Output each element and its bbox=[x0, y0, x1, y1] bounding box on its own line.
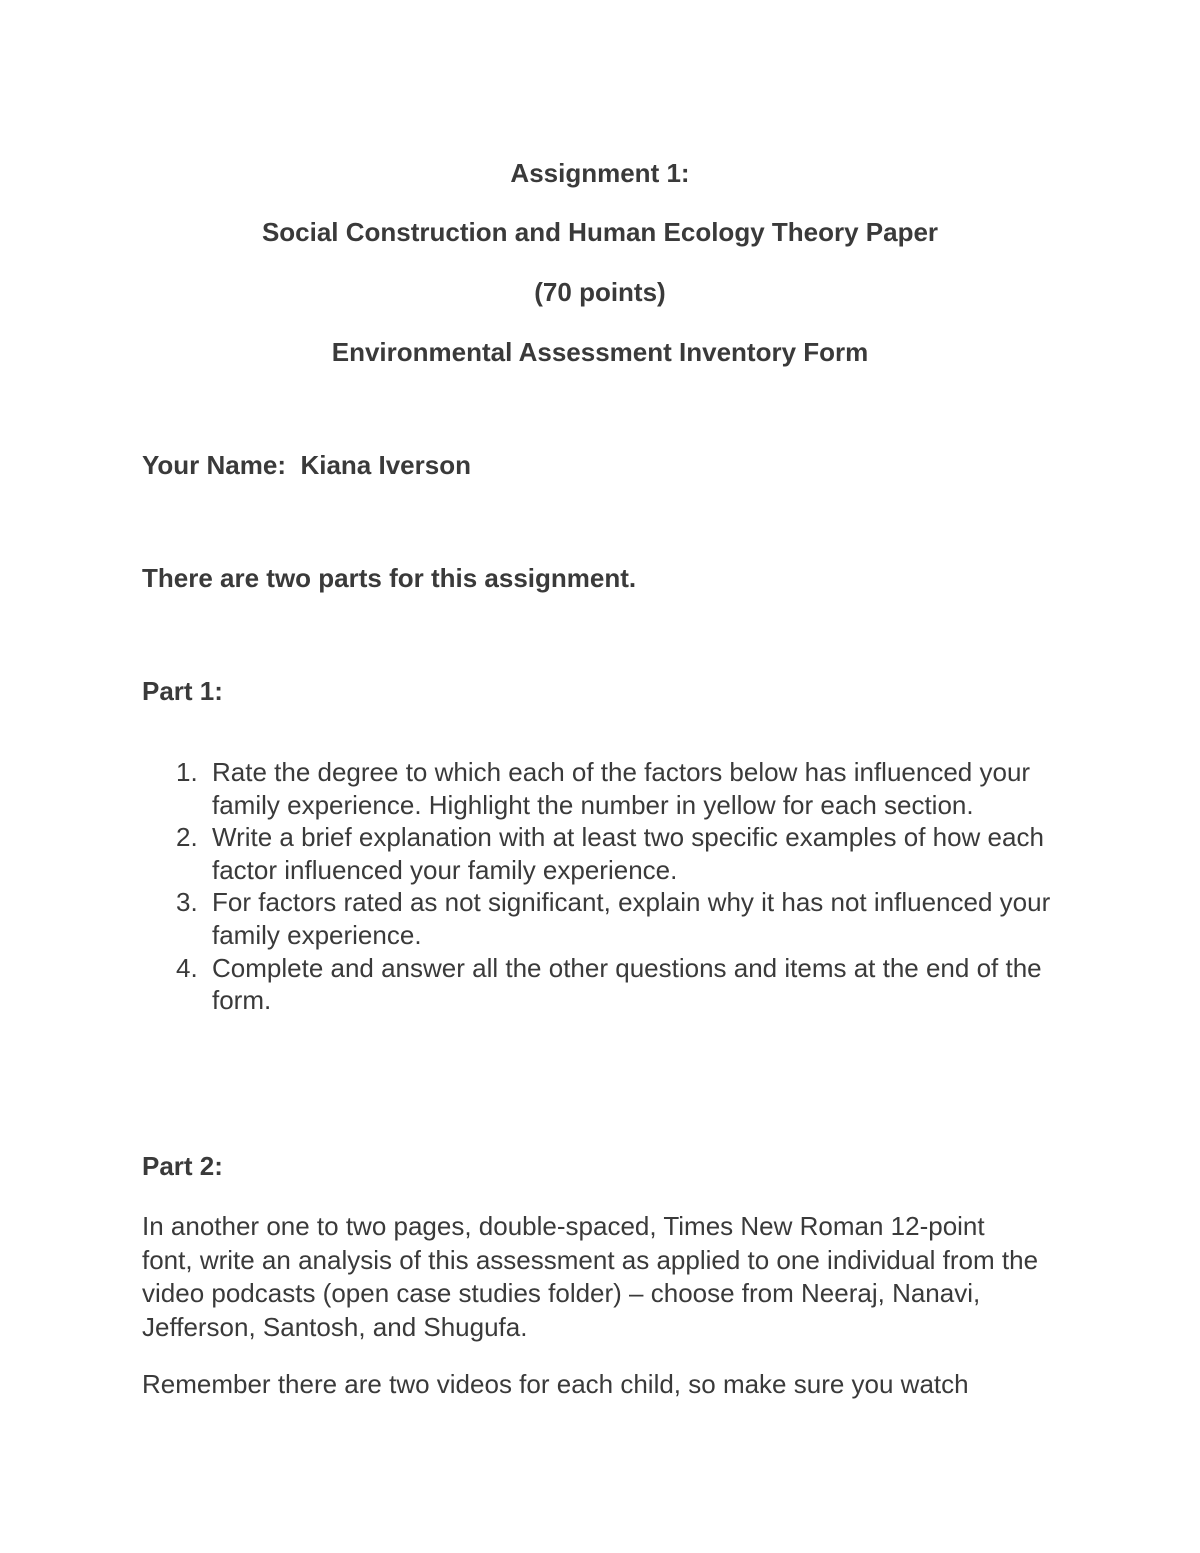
part2-paragraph-2: Remember there are two videos for each child, so make sure you watch bbox=[142, 1369, 969, 1399]
list-item-number: 3. bbox=[176, 887, 198, 918]
part1-instructions-list bbox=[142, 756, 1072, 1017]
part2-paragraph-1: In another one to two pages, double-spaced, Times New Roman 12-point font, write an analysis of this assessment as applied to one individual from the video podcasts (open case studies folder) – choose from Neeraj, Nanavi, Jefferson, Santosh, and Shugufa. bbox=[142, 1211, 1039, 1342]
list-item-text: Write a brief explanation with at least two specific examples of how each factor influenced your family experience. bbox=[212, 822, 1044, 885]
form-title: Environmental Assessment Inventory Form bbox=[331, 337, 869, 367]
intro-text: There are two parts for this assignment. bbox=[142, 563, 637, 593]
list-item-number: 2. bbox=[176, 822, 198, 853]
student-name: Kiana Iverson bbox=[300, 450, 471, 480]
assignment-number: Assignment 1: bbox=[510, 158, 690, 188]
list-item bbox=[142, 756, 1072, 821]
points-value: (70 points) bbox=[534, 277, 666, 307]
list-item bbox=[142, 821, 1072, 886]
name-label: Your Name: bbox=[142, 450, 286, 480]
list-item bbox=[142, 886, 1072, 951]
list-item bbox=[142, 952, 1072, 1017]
paper-title: Social Construction and Human Ecology Theory Paper bbox=[261, 217, 939, 247]
list-item-text: Complete and answer all the other questions and items at the end of the form. bbox=[212, 952, 1042, 1016]
list-item-text: Rate the degree to which each of the factors below has influenced your family experience. Highlight the number in yellow for each section. bbox=[212, 757, 1031, 820]
list-item-number: 4. bbox=[176, 952, 198, 983]
name-line bbox=[142, 449, 471, 481]
part2-heading: Part 2: bbox=[142, 1151, 223, 1181]
list-item-number: 1. bbox=[176, 757, 198, 787]
list-item-text: For factors rated as not significant, explain why it has not influenced your family experience. bbox=[212, 887, 1051, 950]
part1-heading: Part 1: bbox=[142, 676, 223, 706]
